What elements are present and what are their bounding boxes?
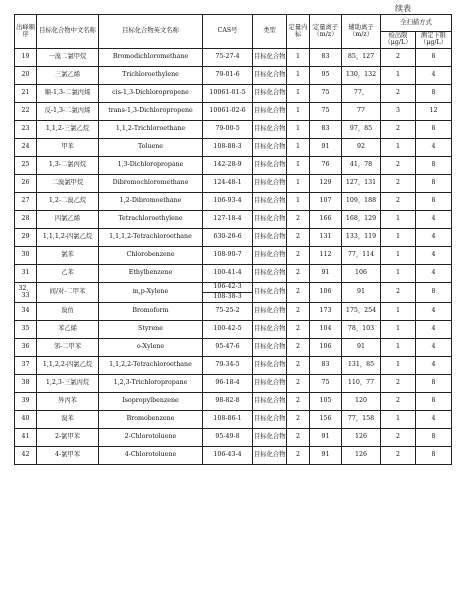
cell-no: 36 [15,339,37,357]
cell-aux: 77，114 [342,247,381,265]
cell-lod: 3 [381,103,416,121]
cell-aux: 175，254 [342,303,381,321]
table-row [15,193,452,211]
cell-no: 32、33 [15,283,37,303]
cell-en: Chlorobenzene [99,247,203,265]
cell-cn: 1,2,3-三氯丙烷 [37,375,99,393]
cell-no: 30 [15,247,37,265]
cell-type: 目标化合物 [253,247,287,265]
cell-loq: 8 [416,175,452,193]
cell-cn: 二溴氯甲烷 [37,175,99,193]
cell-no: 42 [15,447,37,465]
cell-is: 2 [287,265,310,283]
table-row [15,375,452,393]
cell-is: 2 [287,429,310,447]
cell-cas: 75-27-4 [203,49,253,67]
header-scan: 全扫描方式 [381,15,452,32]
cell-type: 目标化合物 [253,357,287,375]
cell-cas: 75-25-2 [203,303,253,321]
cell-is: 2 [287,339,310,357]
cell-loq: 4 [416,321,452,339]
cell-is: 2 [287,321,310,339]
cell-lod: 2 [381,193,416,211]
cell-type: 目标化合物 [253,411,287,429]
cell-cn: 1,2-二溴乙烷 [37,193,99,211]
cell-cn: 1,1,1,2-四氯乙烷 [37,229,99,247]
header-type: 类型 [253,15,287,49]
cell-is: 2 [287,283,310,303]
cell-en: 1,3-Dichloropropane [99,157,203,175]
cell-cas: 79-01-6 [203,67,253,85]
cell-is: 2 [287,393,310,411]
cell-cas: 108-88-3 [203,139,253,157]
table-row [15,339,452,357]
cell-loq: 4 [416,303,452,321]
cell-en: Bromodichloromethane [99,49,203,67]
cell-ion: 107 [310,193,342,211]
cell-ion: 91 [310,429,342,447]
cell-is: 1 [287,139,310,157]
compound-table [14,14,452,465]
cell-no: 34 [15,303,37,321]
cell-lod: 1 [381,67,416,85]
cell-cas: 95-47-6 [203,339,253,357]
cell-en: Dibromochloromethane [99,175,203,193]
cell-cas: 10061-02-6 [203,103,253,121]
cell-ion: 75 [310,103,342,121]
cell-cas: 106-93-4 [203,193,253,211]
cell-en: trans-1,3-Dichloropropene [99,103,203,121]
cell-type: 目标化合物 [253,229,287,247]
cell-aux: 127，131 [342,175,381,193]
cell-ion: 173 [310,303,342,321]
cell-aux: 131，85 [342,357,381,375]
cell-cas: 100-41-4 [203,265,253,283]
table-row [15,247,452,265]
table-row [15,283,452,293]
cell-aux: 85，127 [342,49,381,67]
cell-aux: 109，188 [342,193,381,211]
cell-aux: 78，103 [342,321,381,339]
table-row [15,211,452,229]
cell-ion: 91 [310,447,342,465]
table-row [15,393,452,411]
cell-aux: 77 [342,103,381,121]
cell-cn: 溴苯 [37,411,99,429]
cell-en: Trichloroethylene [99,67,203,85]
cell-loq: 8 [416,447,452,465]
cell-type: 目标化合物 [253,447,287,465]
cell-lod: 2 [381,175,416,193]
cell-cn: 氯苯 [37,247,99,265]
cell-ion: 104 [310,321,342,339]
cell-loq: 4 [416,139,452,157]
cell-aux: 91 [342,339,381,357]
cell-cn: 一溴二氯甲烷 [37,49,99,67]
cell-type: 目标化合物 [253,193,287,211]
header-aux: 辅助离子（m/z） [342,15,381,49]
cell-lod: 2 [381,157,416,175]
cell-en: Ethylbenzene [99,265,203,283]
cell-ion: 83 [310,49,342,67]
cell-aux: 41，78 [342,157,381,175]
cell-ion: 112 [310,247,342,265]
table-row [15,157,452,175]
cell-aux: 91 [342,283,381,303]
cell-no: 24 [15,139,37,157]
cell-cn: 邻-二甲苯 [37,339,99,357]
table-row [15,121,452,139]
cell-ion: 129 [310,175,342,193]
cell-ion: 91 [310,265,342,283]
cell-no: 20 [15,67,37,85]
cell-cn: 1,3-二氯丙烷 [37,157,99,175]
cell-no: 41 [15,429,37,447]
cell-is: 2 [287,247,310,265]
cell-type: 目标化合物 [253,139,287,157]
cell-lod: 2 [381,375,416,393]
cell-cn: 甲苯 [37,139,99,157]
cell-is: 1 [287,193,310,211]
cell-type: 目标化合物 [253,303,287,321]
cell-ion: 106 [310,283,342,303]
cell-is: 1 [287,49,310,67]
cell-loq: 8 [416,429,452,447]
cell-lod: 1 [381,303,416,321]
cell-en: 1,1,2-Trichloroethane [99,121,203,139]
cell-cas: 108-38-3 [203,293,253,303]
cell-is: 1 [287,103,310,121]
cell-is: 2 [287,211,310,229]
cell-cn: 顺-1,3-二氯丙烯 [37,85,99,103]
table-row [15,429,452,447]
cell-en: Isopropylbenzene [99,393,203,411]
cell-cn: 反-1,3-二氯丙烯 [37,103,99,121]
cell-cas: 106-42-3 [203,283,253,293]
table-row [15,229,452,247]
cell-loq: 8 [416,193,452,211]
cell-is: 2 [287,375,310,393]
cell-type: 目标化合物 [253,211,287,229]
cell-cn: 溴仿 [37,303,99,321]
cell-is: 2 [287,357,310,375]
cell-ion: 83 [310,121,342,139]
cell-is: 2 [287,411,310,429]
header-lod: 检出限（μg/L） [381,32,416,49]
cell-cas: 108-90-7 [203,247,253,265]
cell-lod: 1 [381,265,416,283]
cell-aux: 168，129 [342,211,381,229]
cell-en: m,p-Xylene [99,283,203,303]
cell-en: Toluene [99,139,203,157]
cell-cn: 2-氯甲苯 [37,429,99,447]
cell-type: 目标化合物 [253,85,287,103]
cell-type: 目标化合物 [253,175,287,193]
cell-type: 目标化合物 [253,49,287,67]
cell-loq: 8 [416,121,452,139]
cell-en: 2-Chlorotoluene [99,429,203,447]
table-row [15,303,452,321]
cell-no: 31 [15,265,37,283]
header-is: 定量内标 [287,15,310,49]
cell-en: 1,1,1,2-Tetrachloroethane [99,229,203,247]
cell-ion: 75 [310,85,342,103]
cell-loq: 4 [416,411,452,429]
cell-lod: 1 [381,247,416,265]
cell-ion: 131 [310,229,342,247]
cell-type: 目标化合物 [253,375,287,393]
cell-aux: 110，77 [342,375,381,393]
cell-ion: 76 [310,157,342,175]
cell-no: 25 [15,157,37,175]
cell-no: 37 [15,357,37,375]
cell-en: Bromobenzene [99,411,203,429]
cell-no: 29 [15,229,37,247]
cell-is: 1 [287,121,310,139]
cell-cas: 124-48-1 [203,175,253,193]
cell-aux: 77， [342,85,381,103]
cell-ion: 156 [310,411,342,429]
table-row [15,67,452,85]
table-row [15,49,452,67]
cell-lod: 2 [381,49,416,67]
cell-ion: 75 [310,375,342,393]
cell-no: 21 [15,85,37,103]
cell-en: Bromoform [99,303,203,321]
cell-cn: 异丙苯 [37,393,99,411]
cell-is: 2 [287,229,310,247]
cell-cn: 4-氯甲苯 [37,447,99,465]
cell-en: 1,2,3-Trichloropropane [99,375,203,393]
cell-loq: 8 [416,49,452,67]
cell-is: 2 [287,447,310,465]
cell-no: 28 [15,211,37,229]
cell-ion: 83 [310,357,342,375]
cell-no: 27 [15,193,37,211]
cell-type: 目标化合物 [253,157,287,175]
cell-cas: 10061-01-5 [203,85,253,103]
cell-is: 1 [287,157,310,175]
cell-no: 40 [15,411,37,429]
cell-loq: 4 [416,229,452,247]
cell-cn: 1,1,2-三氯乙烷 [37,121,99,139]
cell-aux: 97，85 [342,121,381,139]
cell-lod: 1 [381,139,416,157]
cell-lod: 2 [381,283,416,303]
cell-en: cis-1,3-Dichloropropene [99,85,203,103]
cell-cas: 142-28-9 [203,157,253,175]
cell-no: 22 [15,103,37,121]
cell-type: 目标化合物 [253,339,287,357]
cell-no: 23 [15,121,37,139]
cell-cas: 79-34-5 [203,357,253,375]
cell-cas: 100-42-5 [203,321,253,339]
cell-ion: 106 [310,339,342,357]
cell-type: 目标化合物 [253,393,287,411]
cell-no: 39 [15,393,37,411]
table-row [15,175,452,193]
cell-lod: 1 [381,211,416,229]
cell-aux: 130，132 [342,67,381,85]
cell-lod: 1 [381,321,416,339]
cell-loq: 4 [416,339,452,357]
cell-ion: 91 [310,139,342,157]
cell-cas: 79-00-5 [203,121,253,139]
cell-loq: 8 [416,283,452,303]
cell-is: 1 [287,85,310,103]
cell-type: 目标化合物 [253,283,287,303]
table-row [15,139,452,157]
cell-cas: 106-43-4 [203,447,253,465]
table-row [15,265,452,283]
cell-cas: 98-82-8 [203,393,253,411]
continued-label: 续表 [395,4,411,13]
cell-loq: 4 [416,265,452,283]
cell-loq: 8 [416,375,452,393]
header-en: 目标化合物英文名称 [99,15,203,49]
cell-en: 4-Chlorotoluene [99,447,203,465]
cell-is: 1 [287,175,310,193]
cell-lod: 1 [381,357,416,375]
cell-lod: 1 [381,339,416,357]
cell-cn: 1,1,2,2-四氯乙烷 [37,357,99,375]
cell-ion: 105 [310,393,342,411]
table-row [15,411,452,429]
cell-cn: 四氯乙烯 [37,211,99,229]
cell-type: 目标化合物 [253,321,287,339]
header-ion: 定量离子（m/z） [310,15,342,49]
cell-loq: 8 [416,393,452,411]
cell-aux: 77，158 [342,411,381,429]
cell-aux: 92 [342,139,381,157]
table-row [15,103,452,121]
cell-ion: 166 [310,211,342,229]
cell-no: 35 [15,321,37,339]
cell-no: 38 [15,375,37,393]
cell-lod: 2 [381,429,416,447]
table-row [15,357,452,375]
header-cn: 目标化合物中文名称 [37,15,99,49]
cell-cn: 三氯乙烯 [37,67,99,85]
cell-cn: 间/对-二甲苯 [37,283,99,303]
cell-aux: 120 [342,393,381,411]
cell-type: 目标化合物 [253,103,287,121]
cell-lod: 2 [381,393,416,411]
cell-lod: 1 [381,411,416,429]
cell-en: Tetrachloroethylene [99,211,203,229]
cell-is: 2 [287,303,310,321]
cell-lod: 1 [381,229,416,247]
cell-type: 目标化合物 [253,429,287,447]
cell-is: 1 [287,67,310,85]
cell-loq: 4 [416,67,452,85]
cell-en: 1,1,2,2-Tetrachloroethane [99,357,203,375]
cell-en: o-Xylene [99,339,203,357]
cell-aux: 126 [342,447,381,465]
cell-loq: 4 [416,357,452,375]
cell-lod: 2 [381,121,416,139]
cell-loq: 8 [416,157,452,175]
cell-aux: 106 [342,265,381,283]
cell-aux: 133，119 [342,229,381,247]
header-loq: 测定下限（μg/L） [416,32,452,49]
cell-lod: 2 [381,85,416,103]
cell-cas: 95-49-8 [203,429,253,447]
cell-cas: 127-18-4 [203,211,253,229]
cell-cas: 630-20-6 [203,229,253,247]
cell-no: 19 [15,49,37,67]
header-cas: CAS号 [203,15,253,49]
cell-en: Styrene [99,321,203,339]
header-no: 出峰顺序 [15,15,37,49]
cell-loq: 4 [416,247,452,265]
table-row [15,321,452,339]
cell-loq: 4 [416,211,452,229]
cell-cas: 96-18-4 [203,375,253,393]
cell-cn: 苯乙烯 [37,321,99,339]
cell-loq: 8 [416,85,452,103]
cell-en: 1,2-Dibromoethane [99,193,203,211]
cell-type: 目标化合物 [253,121,287,139]
cell-cas: 108-86-1 [203,411,253,429]
table-row [15,85,452,103]
cell-loq: 12 [416,103,452,121]
cell-no: 26 [15,175,37,193]
cell-type: 目标化合物 [253,67,287,85]
table-row [15,447,452,465]
cell-aux: 126 [342,429,381,447]
cell-lod: 2 [381,447,416,465]
cell-ion: 95 [310,67,342,85]
cell-type: 目标化合物 [253,265,287,283]
cell-cn: 乙苯 [37,265,99,283]
